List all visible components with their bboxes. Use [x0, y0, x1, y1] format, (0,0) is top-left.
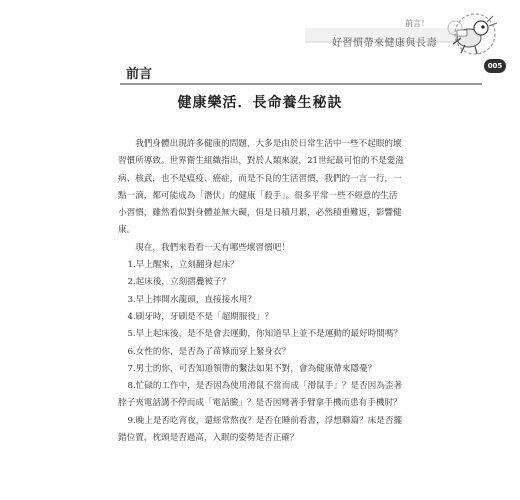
- mascot-illustration-icon: [435, 8, 509, 58]
- list-item: 2.起床後，立刻摺疊被子？: [127, 277, 231, 288]
- lead-in-paragraph: 現在，我們來看看一天有哪些壞習慣吧！: [135, 242, 290, 253]
- intro-paragraph: 我們身體出現許多健康的問題，大多是由於日常生活中一些不起眼的壞習慣所導致。世界衛生組織指出，對於人類來說，21世紀最可怕的不是愛滋病、核武，也不是瘟疫、癌症，而是不良的生活習慣，我們的一言一行，一點一滴，都可能成為「潛伏」的健康「殺手」。很多平常一些不經意的生活小習慣，雖然看似對身體並無大礙，但是日積月累，必然積重難返，影響健康。: [118, 139, 404, 236]
- article-body: [118, 136, 404, 447]
- list-item: 9.晚上是否吃宵夜，還經常熬夜？是否在睡前看書，浮想聯篇？床是否擺錯位置，枕頭是否過高，入眠的姿勢是否正確？: [118, 415, 403, 444]
- banner-tag: 前言！: [405, 19, 429, 28]
- article-title: 健康樂活．長命養生秘訣: [177, 95, 343, 111]
- list-item: 5.早上起床後，是不是會去運動，你知道早上並不是運動的最好時間嗎？: [127, 329, 403, 340]
- banner-title: 好習慣帶來健康與長壽: [332, 38, 437, 49]
- list-item: 1.早上醒來，立刻翻身起床？: [127, 260, 239, 271]
- section-divider: [120, 83, 482, 85]
- header-banner: [290, 6, 515, 58]
- section-label: 前言: [126, 67, 153, 82]
- list-item: 8.忙碌的工作中，是否因為使用滑鼠不當而成「滑鼠手」？是否因為歪著脖子夾電話講不停而成「電話臉」？是否因彎著手臂拿手機而患有手機肘？: [118, 381, 403, 409]
- page-number-badge: 005: [484, 59, 506, 73]
- list-item: 3.早上摔開水龍頭，直接接水用？: [127, 294, 256, 305]
- list-item: 7.男士的你，可否知道領帶的繫法如果不對，會為健康帶來隱憂？: [127, 363, 377, 374]
- list-item: 6.女性的你，是否為了苗條而穿上緊身衣？: [127, 346, 291, 357]
- list-item: 4.刷牙時，牙刷是不是「超期服役」？: [127, 311, 274, 322]
